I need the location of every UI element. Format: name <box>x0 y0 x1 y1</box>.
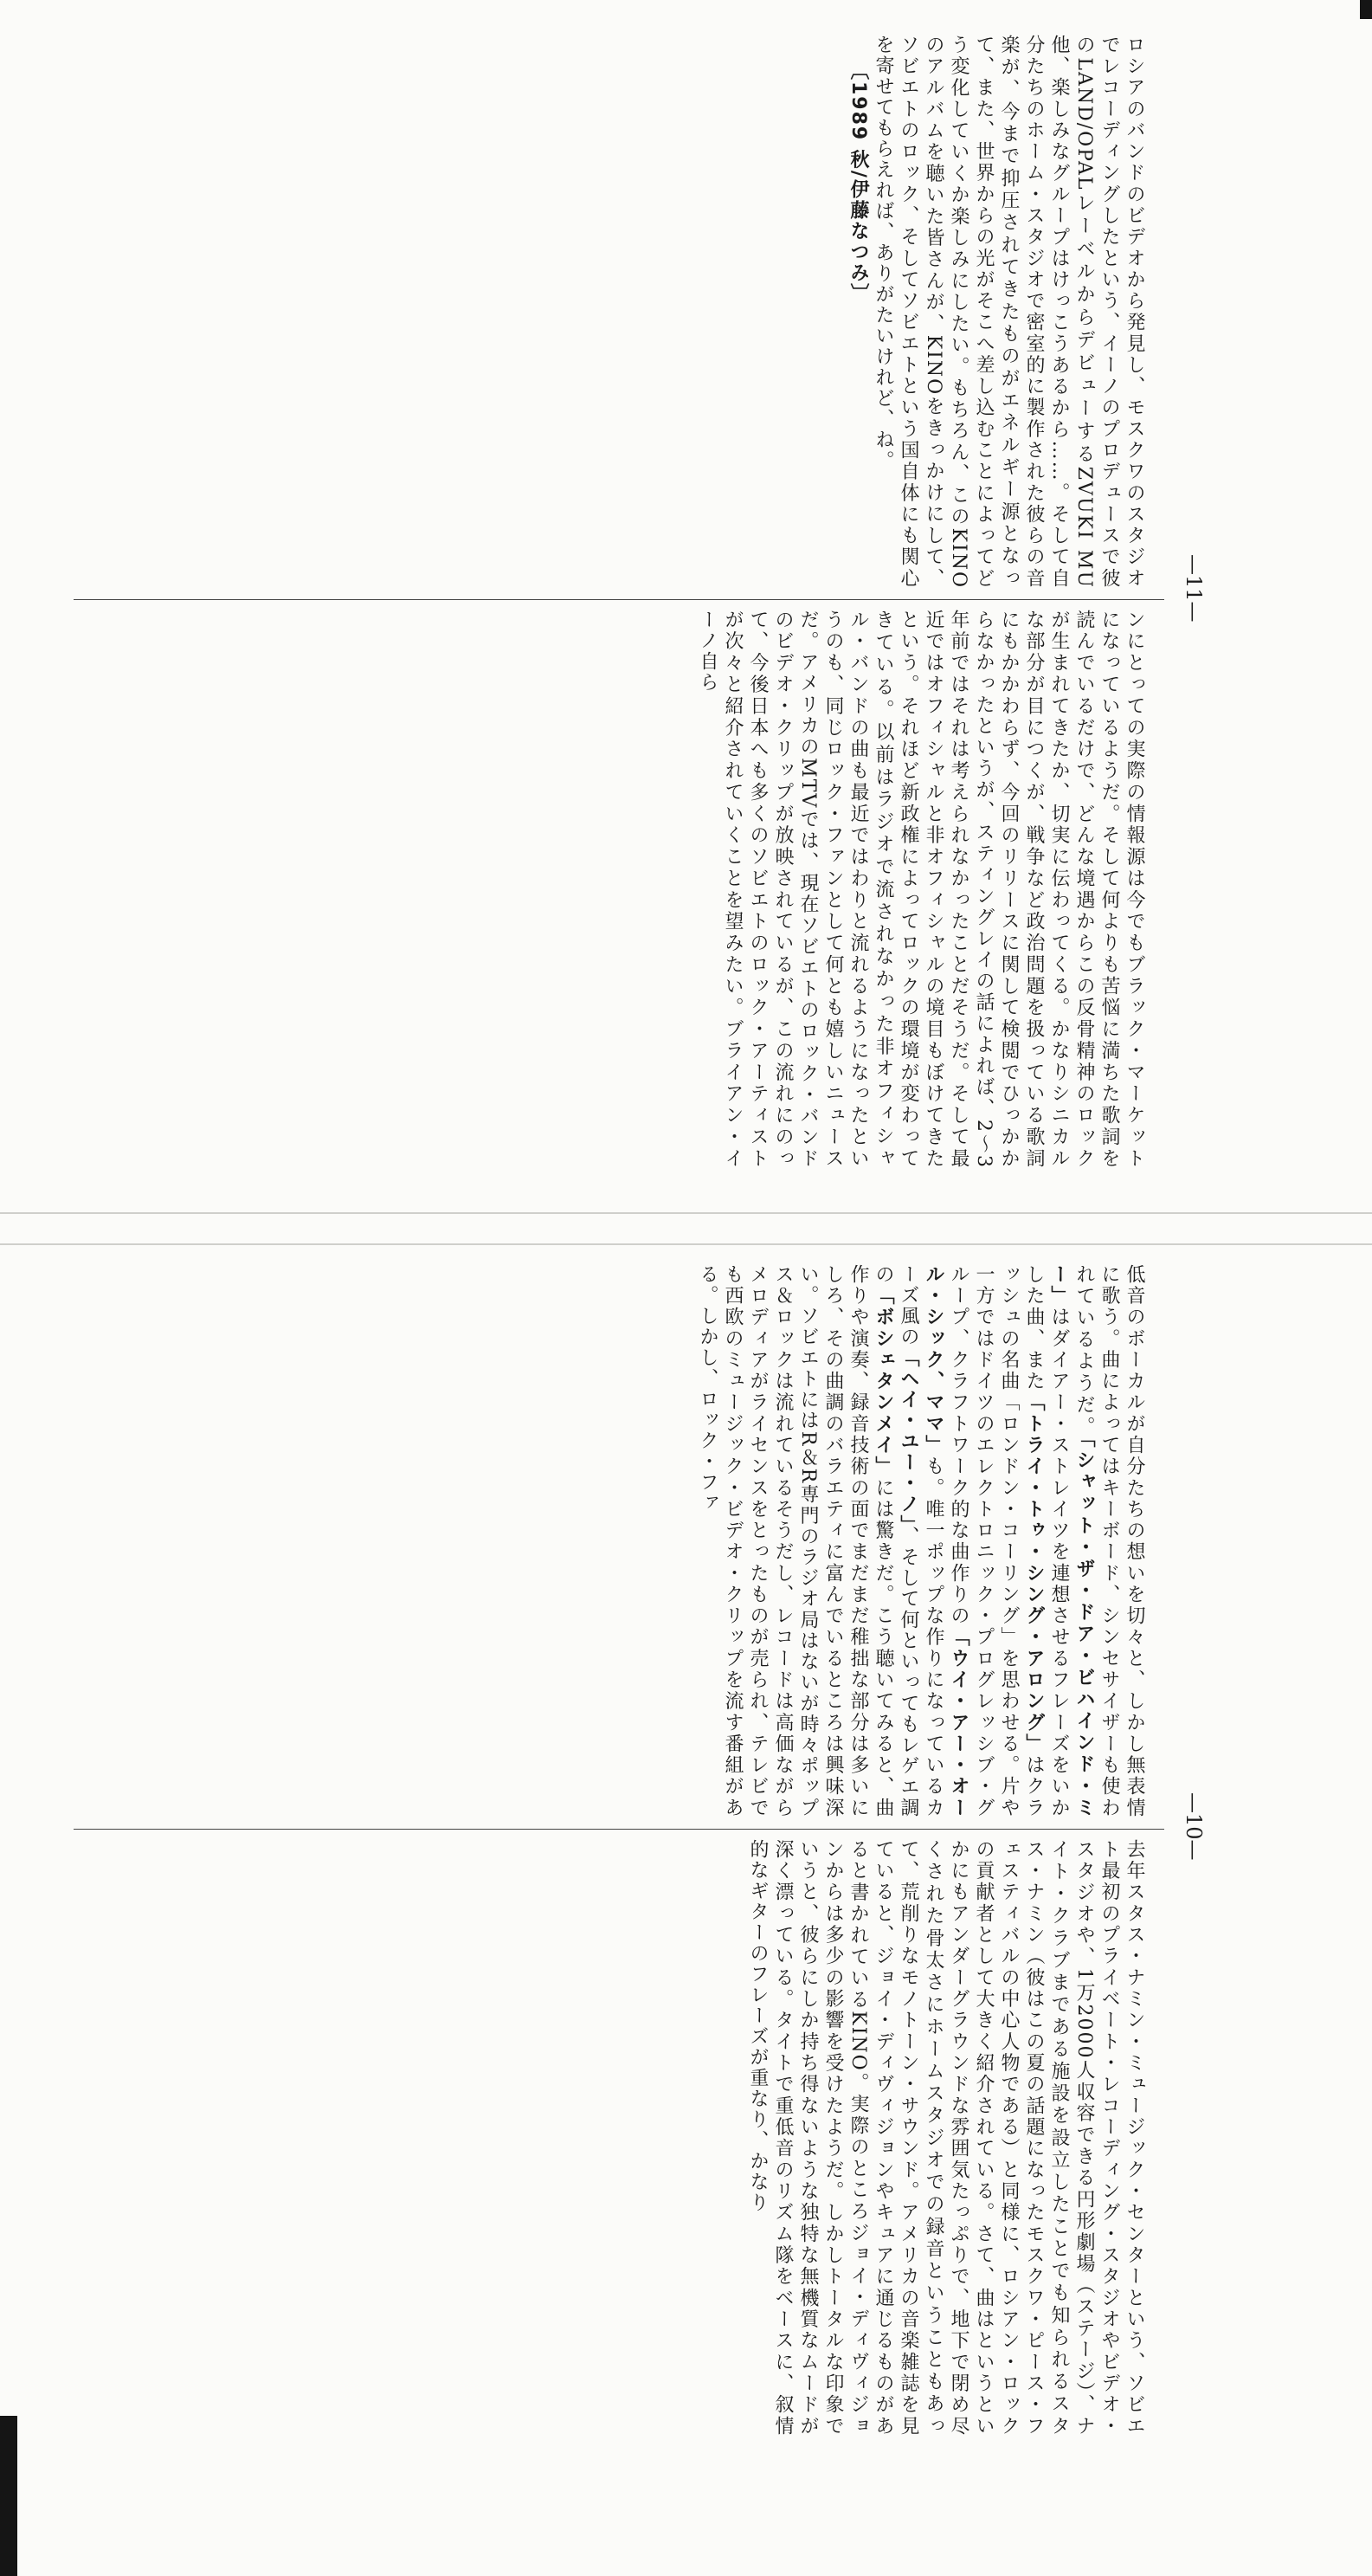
body-text: ロシアのバンドのビデオから発見し、モスクワのスタジオでレコーディングしたという、イーノのプロデュースで彼のLAND/OPALレーベルからデビューするZVUKI MU他、楽しみなグループはけっこうあるから……。そして自分たちのホーム・スタジオで密室的に製作された彼らの音楽が、今まで抑圧されてきたものがエネルギー源となって、また、世界からの光がそこへ差し込むことによってどう変化していくか楽しみにしたい。もちろん、このKINOのアルバムを聴いた皆さんが、KINOをきっかけにして、ソビエトのロック、そしてソビエトという国自体にも関心を寄せてもらえれば、ありがたいけれど、ね。 <box>873 35 1145 589</box>
page-11 <box>74 35 1164 1169</box>
page-10 <box>74 1264 1164 2511</box>
body-text: 低音のボーカルが自分たちの想いを切々と、しかし無表情に歌う。曲によってはキーボード、シンセサイザーも使われているようだ。「シャット・ザ・ドア・ビハインド・ミー」はダイアー・ストレイツを連想させるフレーズをいかした曲、また「トライ・トゥ・シング・アロング」はクラッシュの名曲「ロンドン・コーリング」を思わせる。片や一方ではドイツのエレクトロニック・プログレッシブ・グループ、クラフトワーク的な曲作りの「ウイ・アー・オール・シック、ママ」も。唯一ポップな作りになっているカーズ風の「ヘイ・ユー・ノ」、そして何といってもレゲエ調の「ボシェタンメイ」には驚きだ。こう聴いてみると、曲作りや演奏、録音技術の面でまだまだ稚拙な部分は多いにしろ、その曲調のバラエティに富んでいるところは興味深い。ソビエトにはR＆R専門のラジオ局はないが時々ポップス＆ロックは流れているそうだし、レコードは高価ながらメロディアがライセンスをとったものが売られ、テレビでも西欧のミュージック・ビデオ・クリップを流す番組がある。しかし、ロック・ファ <box>697 1264 1145 1818</box>
body-text: 去年スタス・ナミン・ミュージック・センターという、ソビエト最初のプライベート・レコーディング・スタジオやビデオ・スタジオや、1万2000人収容できる円形劇場（ステージ）、ナイト・クラブまである施設を設立したことでも知られるスタス・ナミン（彼はこの夏の話題になったモスクワ・ピース・フェスティバルの中心人物である）と同様に、ロシアン・ロックの貢献者として大きく紹介されている。さて、曲はというといかにもアンダーグラウンドな雰囲気たっぷりで、地下で閉め尽くされた骨太さにホームスタジオでの録音ということもあって、荒削りなモノトーン・サウンド。アメリカの音楽雑誌を見ていると、ジョイ・ディヴィジョンやキュアに通じるものがあると書かれているKINO。実際のところジョイ・ディヴィジョンからは多少の影響を受けたようだ。しかしトータルな印象でいうと、彼らにしか持ち得ないような独特な無機質なムードが深く漂っている。タイトで重低音のリズム隊をベースに、叙情的なギターのフレーズが重なり、かなり <box>747 1839 1145 2437</box>
page-10-lower-column <box>74 1839 1164 2437</box>
song-title: 「トライ・トゥ・シング・アロング」 <box>1023 1391 1045 1755</box>
body-text: ンにとっての実際の情報源は今でもブラック・マーケットになっているようだ。そして何よりも苦悩に満ちた歌詞を読んでいるだけで、どんな境遇からこの反骨精神のロックが生まれてきたか、切実に伝わってくる。かなりシニカルな部分が目につくが、戦争など政治問題を扱っている歌詞にもかかわらず、今回のリリースに関して検閲でひっかからなかったというが、スティングレイの話によれば、2～3年前ではそれは考えられなかったことだそうだ。そして最近ではオフィシャルと非オフィシャルの境目もぼけてきたという。それほど新政権によってロックの環境が変わってきている。以前はラジオで流されなかった非オフィシャル・バンドの曲も最近ではわりと流れるようになったというのも、同じロック・ファンとして何とも嬉しいニュースだ。アメリカのMTVでは、現在ソビエトのロック・バンドのビデオ・クリップが放映されているが、この流れにのって、今後日本へも多くのソビエトのロック・アーティストが次々と紹介されていくことを望みたい。ブライアン・イーノ自ら <box>697 610 1145 1169</box>
scan-shadow <box>1360 0 1372 19</box>
page-11-lower-column <box>74 610 1164 1169</box>
page-number-11: —11— <box>1182 554 1206 623</box>
page-10-upper-column <box>74 1264 1164 1818</box>
column-divider <box>74 599 1164 600</box>
column-divider <box>74 1829 1164 1830</box>
song-title: 「ウイ・アー・オール・シック、ママ」 <box>923 1264 969 1818</box>
song-title: 「ボシェタンメイ」 <box>873 1285 894 1478</box>
scan-shadow <box>0 2416 17 2576</box>
page-number-10: —10— <box>1182 1792 1206 1861</box>
author-signature: 〔1989 秋/伊藤なつみ〕 <box>847 61 869 304</box>
page-fold-line <box>0 1243 1372 1245</box>
song-title: 「シャット・ザ・ドア・ビハインド・ミー」 <box>1048 1264 1095 1818</box>
page-fold-line <box>0 1212 1372 1214</box>
page-11-upper-column <box>74 35 1164 589</box>
song-title: 「ヘイ・ユー・ノ」 <box>898 1347 919 1527</box>
